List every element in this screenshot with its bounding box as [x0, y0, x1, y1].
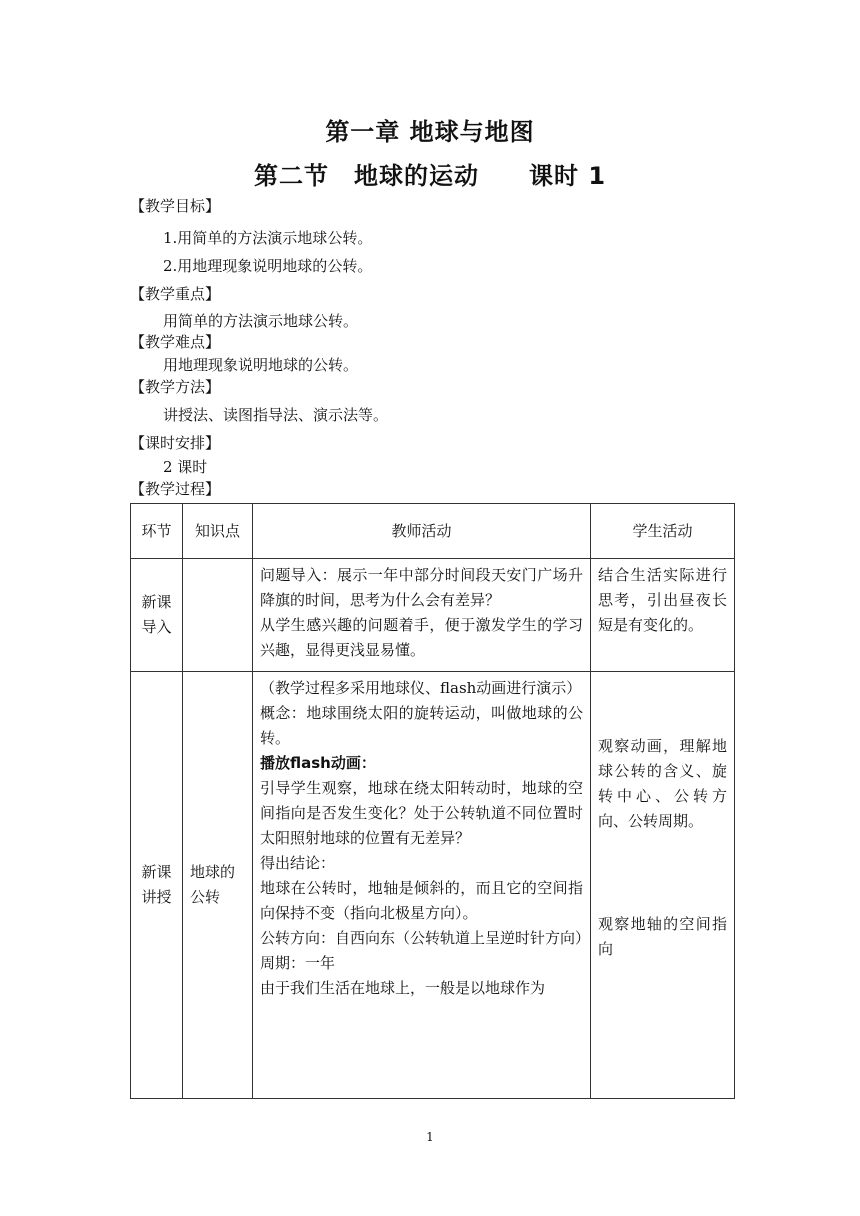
page-number: 1 [426, 1130, 434, 1144]
header-teacher-activity: 教师活动 [253, 504, 591, 559]
teacher-text: 概念：地球围绕太阳的旋转运动，叫做地球的公转。 [260, 704, 583, 747]
knowledge-cell [183, 559, 253, 672]
knowledge-cell: 地球的公转 [183, 672, 253, 1099]
goals-heading: 【教学目标】 [130, 197, 221, 215]
teacher-text: 播放flash动画： [260, 754, 376, 772]
teacher-text: 得出结论： [260, 854, 336, 872]
table-row [131, 559, 735, 672]
teacher-text: 问题导入：展示一年中部分时间段天安门广场升降旗的时间，思考为什么会有差异？ [260, 566, 583, 609]
teacher-text: 由于我们生活在地球上，一般是以地球作为 [260, 979, 546, 997]
chapter-title: 第一章 地球与地图 [325, 118, 535, 146]
student-activity-cell: 结合生活实际进行思考，引出昼夜长短是有变化的。 [591, 559, 735, 672]
schedule-heading: 【课时安排】 [130, 434, 221, 452]
table-header-row [131, 504, 735, 559]
teacher-text: 周期：一年 [260, 954, 336, 972]
lesson-process-table [130, 503, 735, 1099]
teacher-activity-cell [253, 559, 591, 672]
header-knowledge: 知识点 [183, 504, 253, 559]
teacher-text: （教学过程多采用地球仪、flash动画进行演示） [260, 679, 582, 697]
header-student-activity: 学生活动 [591, 504, 735, 559]
header-stage: 环节 [131, 504, 183, 559]
teacher-text: 从学生感兴趣的问题着手，便于激发学生的学习兴趣，显得更浅显易懂。 [260, 616, 583, 659]
schedule-text: 2 课时 [163, 458, 208, 476]
process-heading: 【教学过程】 [130, 480, 221, 498]
method-heading: 【教学方法】 [130, 378, 221, 396]
stage-cell: 新课讲授 [131, 672, 183, 1099]
key-points-text: 用简单的方法演示地球公转。 [163, 312, 359, 330]
teacher-activity-cell [253, 672, 591, 1099]
table-row [131, 672, 735, 1099]
section-title: 第二节 地球的运动 课时 1 [253, 162, 607, 190]
key-points-heading: 【教学重点】 [130, 285, 221, 303]
teacher-text: 引导学生观察，地球在绕太阳转动时，地球的空间指向是否发生变化？处于公转轨道不同位置时太阳照射地球的位置有无差异？ [260, 779, 583, 847]
goal-item-2: 2.用地理现象说明地球的公转。 [163, 257, 373, 275]
goal-item-1: 1.用简单的方法演示地球公转。 [163, 229, 373, 247]
student-activity-cell [591, 672, 735, 1099]
difficult-points-text: 用地理现象说明地球的公转。 [163, 356, 359, 374]
difficult-points-heading: 【教学难点】 [130, 333, 221, 351]
stage-cell: 新课导入 [131, 559, 183, 672]
student-text: 观察地轴的空间指向 [598, 915, 727, 958]
teacher-text: 公转方向：自西向东（公转轨道上呈逆时针方向） [260, 929, 591, 947]
method-text: 讲授法、读图指导法、演示法等。 [163, 406, 389, 424]
student-text: 观察动画，理解地球公转的含义、旋转中心、公转方向、公转周期。 [598, 737, 727, 830]
teacher-text: 地球在公转时，地轴是倾斜的，而且它的空间指向保持不变（指向北极星方向）。 [260, 879, 583, 922]
